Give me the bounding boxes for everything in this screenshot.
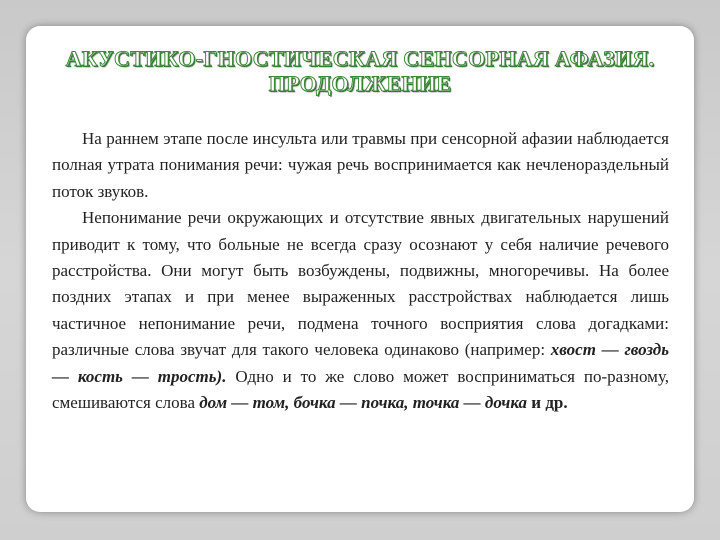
slide-card: [26, 26, 694, 512]
slide-body: [52, 126, 669, 416]
paragraph-2-text-b: Одно и то же слово может восприниматься по-разному, смешиваются слова: [52, 366, 669, 413]
paragraph-2: [52, 205, 669, 416]
slide-title: [26, 46, 694, 96]
slide-title-line-1: АКУСТИКО-ГНОСТИЧЕСКАЯ СЕНСОРНАЯ АФАЗИЯ.: [65, 46, 655, 71]
slide-title-line-2: ПРОДОЛЖЕНИЕ: [268, 71, 452, 96]
paragraph-2-text-a: Непонимание речи окружающих и отсутствие явных двигательных нарушений приводит к тому, что больные не всегда сразу осознают у себя наличие речевого расстройства. Они могут быть возбуждены, подвижны, многоречивы. На более поздних этапах и при менее выраженных расстройствах наблюдается лишь частичное непонимание речи, подмена точного восприятия слова догадками: различные слова звучат для такого человека одинаково (например:: [52, 208, 669, 360]
example-words-2: дом — том, бочка — почка, точка — дочка: [199, 393, 528, 413]
paragraph-2-ending: и др.: [531, 393, 568, 413]
paragraph-1: На раннем этапе после инсульта или травмы при сенсорной афазии наблюдается полная утрата понимания речи: чужая речь воспринимается как нечленораздельный поток звуков.: [52, 129, 669, 201]
example-words-1: хвост — гвоздь — кость — трость).: [52, 340, 669, 386]
